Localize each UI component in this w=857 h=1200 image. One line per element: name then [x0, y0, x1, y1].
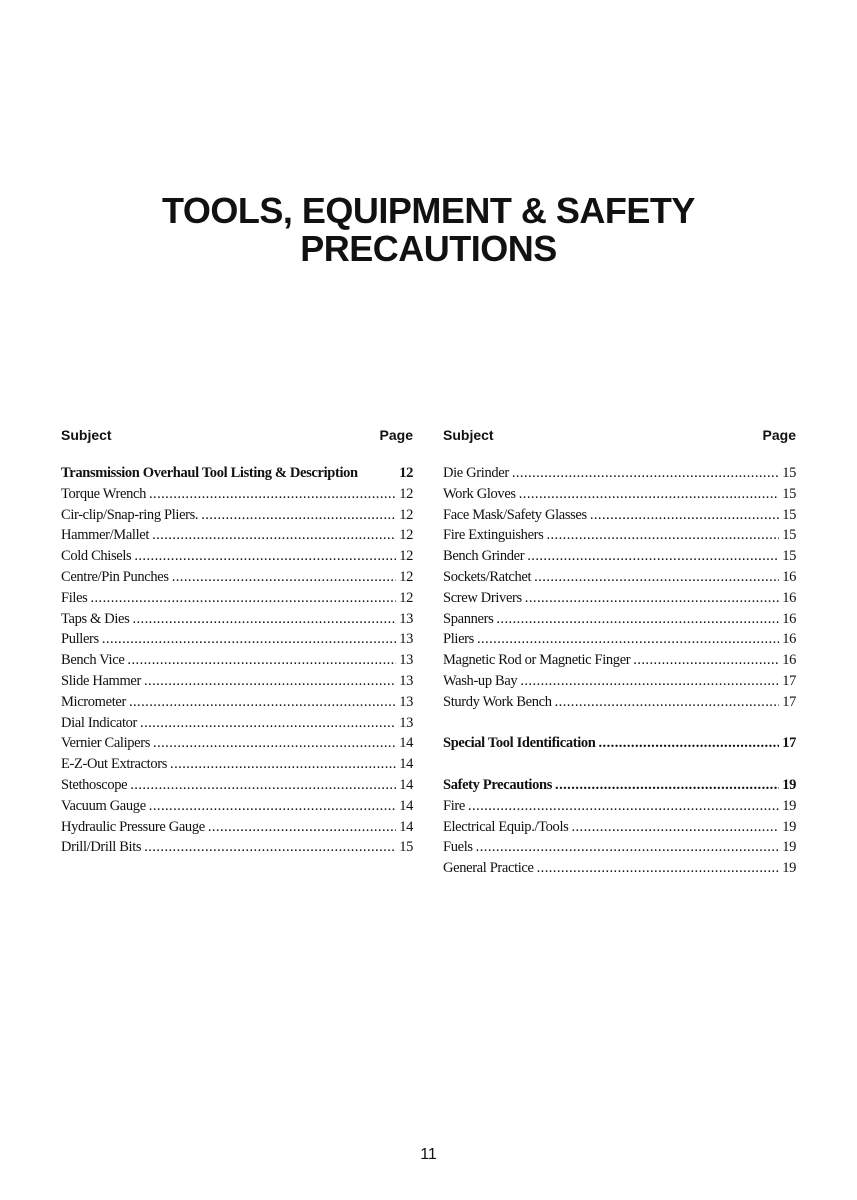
entry-page: 15: [782, 485, 796, 502]
entry-page: 17: [782, 693, 796, 710]
entry-page: 16: [782, 652, 796, 669]
subject-header: Subject: [443, 427, 494, 443]
left-contents-list: [61, 463, 413, 858]
contents-entry: [443, 692, 796, 713]
contents-entry: [61, 775, 413, 796]
entry-label: Wash-up Bay: [443, 672, 518, 689]
entry-label: Hydraulic Pressure Gauge: [61, 818, 205, 835]
contents-entry: [61, 692, 413, 713]
entry-label: Face Mask/Safety Glasses: [443, 506, 587, 523]
dot-leader: [599, 733, 780, 754]
dot-leader: [468, 796, 779, 817]
dot-leader: [144, 837, 396, 858]
entry-label: Vernier Calipers: [61, 735, 151, 752]
contents-entry: [61, 650, 413, 671]
dot-leader: [149, 796, 396, 817]
entry-page: 19: [782, 797, 796, 814]
contents-entry: [61, 484, 413, 505]
left-column-header: [61, 426, 413, 448]
entry-page: 16: [782, 631, 796, 648]
entry-label: Work Gloves: [443, 485, 516, 502]
dot-leader: [477, 629, 779, 650]
contents-entry: [61, 629, 413, 650]
contents-right-column: [443, 426, 796, 879]
entry-page: 19: [782, 839, 796, 856]
entry-page: 15: [782, 506, 796, 523]
page-header: Page: [762, 427, 796, 443]
entry-label: Dial Indicator: [61, 714, 138, 731]
entry-label: Files: [61, 589, 88, 606]
right-column-header: [443, 426, 796, 448]
contents-entry: [443, 609, 796, 630]
entry-label: Sturdy Work Bench: [443, 693, 552, 710]
dot-leader: [525, 588, 779, 609]
dot-leader: [153, 733, 396, 754]
entry-page: 19: [782, 860, 796, 877]
dot-leader: [496, 609, 779, 630]
entry-page: 17: [782, 672, 796, 689]
section-heading: [61, 463, 413, 484]
dot-leader: [476, 837, 780, 858]
dot-leader: [149, 484, 396, 505]
dot-leader: [140, 713, 396, 734]
contents-entry: [443, 463, 796, 484]
contents-entry: [443, 588, 796, 609]
dot-leader: [571, 817, 779, 838]
dot-leader: [170, 754, 396, 775]
dot-leader: [633, 650, 779, 671]
entry-page: 15: [782, 527, 796, 544]
entry-page: 15: [782, 465, 796, 481]
contents-entry: [61, 817, 413, 838]
dot-leader: [172, 567, 397, 588]
dot-leader: [208, 817, 396, 838]
dot-leader: [90, 588, 396, 609]
dot-leader: [537, 858, 780, 879]
subject-header: Subject: [61, 427, 112, 443]
contents-entry: [61, 505, 413, 526]
entry-label: Fire: [443, 797, 465, 814]
entry-page: 14: [399, 735, 413, 752]
dot-leader: [534, 567, 779, 588]
entry-label: Torque Wrench: [61, 485, 146, 502]
entry-label: Electrical Equip./Tools: [443, 818, 569, 835]
contents-entry: [443, 567, 796, 588]
page-header: Page: [379, 427, 413, 443]
contents-entry: [61, 588, 413, 609]
entry-label: Vacuum Gauge: [61, 797, 146, 814]
entry-label: Die Grinder: [443, 465, 509, 481]
safety-precautions-heading: [443, 775, 796, 796]
entry-page: 16: [782, 610, 796, 627]
safety-precautions-page: 19: [782, 776, 796, 793]
dot-leader: [201, 505, 396, 526]
entry-page: 12: [399, 506, 413, 523]
dot-leader: [127, 650, 396, 671]
entry-label: Centre/Pin Punches: [61, 568, 169, 585]
contents-entry: [443, 817, 796, 838]
special-tool-page: 17: [782, 735, 796, 752]
contents-left-column: [61, 426, 413, 858]
entry-label: General Practice: [443, 860, 534, 877]
page-title: [0, 192, 857, 268]
special-tool-label: Special Tool Identification: [443, 735, 596, 752]
entry-label: Cir-clip/Snap-ring Pliers.: [61, 506, 199, 523]
entry-page: 14: [399, 756, 413, 773]
contents-entry: [61, 525, 413, 546]
page-title-line-2: PRECAUTIONS: [300, 228, 557, 269]
entry-page: 12: [399, 527, 413, 544]
contents-entry: [443, 671, 796, 692]
entry-page: 16: [782, 589, 796, 606]
entry-page: 13: [399, 652, 413, 669]
entry-label: Pullers: [61, 631, 99, 648]
entry-label: Cold Chisels: [61, 548, 132, 565]
special-tool-heading: [443, 733, 796, 754]
dot-leader: [130, 775, 396, 796]
entry-page: 13: [399, 610, 413, 627]
contents-entry: [61, 567, 413, 588]
section-heading-label: Transmission Overhaul Tool Listing & Description: [61, 465, 358, 481]
contents-entry: [61, 733, 413, 754]
contents-entry: [443, 837, 796, 858]
dot-leader: [129, 692, 396, 713]
section-heading-page: 12: [399, 465, 413, 481]
contents-entry: [61, 609, 413, 630]
entry-label: Screw Drivers: [443, 589, 522, 606]
dot-leader: [527, 546, 779, 567]
entry-label: Fire Extinguishers: [443, 527, 544, 544]
dot-leader: [590, 505, 779, 526]
contents-entry: [443, 505, 796, 526]
right-contents-list: [443, 463, 796, 879]
dot-leader: [102, 629, 396, 650]
entry-page: 14: [399, 797, 413, 814]
contents-entry: [443, 650, 796, 671]
contents-entry: [61, 837, 413, 858]
entry-page: 13: [399, 672, 413, 689]
entry-page: 12: [399, 589, 413, 606]
entry-label: Spanners: [443, 610, 494, 627]
entry-page: 12: [399, 548, 413, 565]
entry-label: Slide Hammer: [61, 672, 141, 689]
entry-page: 14: [399, 776, 413, 793]
contents-entry: [443, 484, 796, 505]
contents-entry: [61, 796, 413, 817]
contents-entry: [443, 525, 796, 546]
contents-entry: [443, 858, 796, 879]
entry-label: Fuels: [443, 839, 473, 856]
contents-entry: [443, 796, 796, 817]
entry-page: 13: [399, 693, 413, 710]
contents-entry: [61, 546, 413, 567]
entry-label: E-Z-Out Extractors: [61, 756, 168, 773]
dot-leader: [512, 463, 779, 484]
dot-leader: [546, 525, 779, 546]
contents-entry: [61, 713, 413, 734]
dot-leader: [520, 671, 779, 692]
entry-label: Hammer/Mallet: [61, 527, 150, 544]
entry-label: Bench Vice: [61, 652, 125, 669]
entry-page: 12: [399, 485, 413, 502]
entry-label: Drill/Drill Bits: [61, 839, 142, 856]
entry-page: 13: [399, 714, 413, 731]
entry-page: 15: [399, 839, 413, 856]
entry-label: Pliers: [443, 631, 474, 648]
entry-page: 16: [782, 568, 796, 585]
entry-page: 14: [399, 818, 413, 835]
contents-entry: [443, 629, 796, 650]
contents-entry: [61, 754, 413, 775]
dot-leader: [134, 546, 396, 567]
entry-label: Taps & Dies: [61, 610, 130, 627]
entry-label: Sockets/Ratchet: [443, 568, 532, 585]
dot-leader: [555, 692, 780, 713]
entry-label: Bench Grinder: [443, 548, 525, 565]
safety-precautions-label: Safety Precautions: [443, 776, 553, 793]
entry-page: 19: [782, 818, 796, 835]
entry-label: Magnetic Rod or Magnetic Finger: [443, 652, 631, 669]
entry-label: Micrometer: [61, 693, 126, 710]
page-title-line-1: TOOLS, EQUIPMENT & SAFETY: [162, 190, 695, 231]
entry-page: 15: [782, 548, 796, 565]
dot-leader: [132, 609, 396, 630]
entry-page: 12: [399, 568, 413, 585]
dot-leader: [519, 484, 779, 505]
dot-leader: [144, 671, 396, 692]
dot-leader: [555, 775, 779, 796]
page-number: 11: [420, 1146, 437, 1163]
contents-entry: [61, 671, 413, 692]
contents-entry: [443, 546, 796, 567]
entry-label: Stethoscope: [61, 776, 128, 793]
dot-leader: [152, 525, 396, 546]
entry-page: 13: [399, 631, 413, 648]
